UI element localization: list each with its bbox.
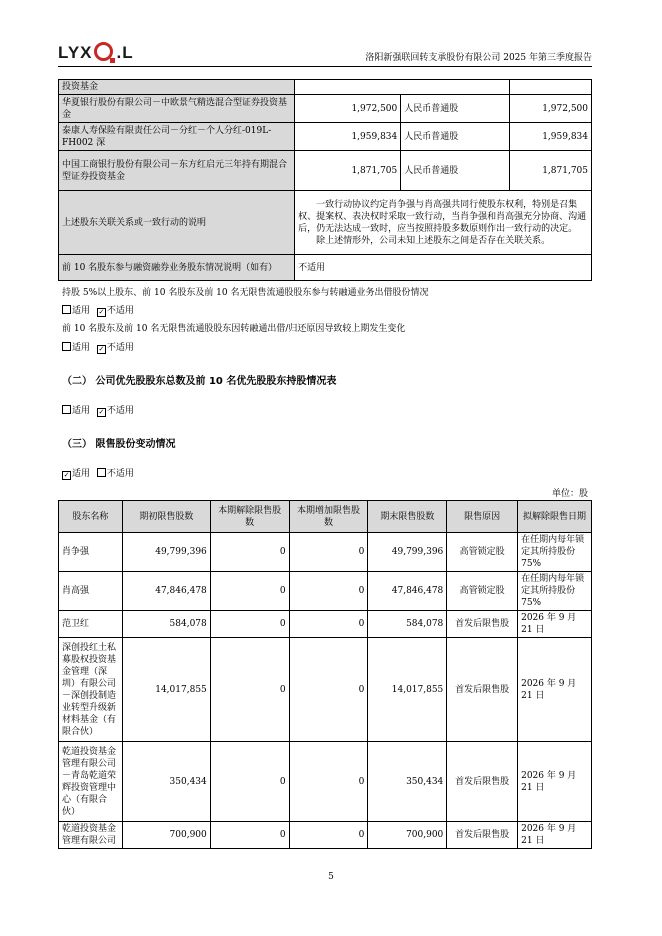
table-row	[59, 191, 592, 255]
column-header: 本期解除限售股数	[210, 501, 289, 533]
section-heading: （二） 公司优先股股东总数及前 10 名优先股股东持股情况表	[62, 376, 337, 387]
end-shares: 350,434	[368, 742, 447, 822]
table-row	[59, 611, 592, 638]
share-amount: 1,972,500	[509, 95, 592, 123]
note-line: 持股 5%以上股东、前 10 名股东及前 10 名无限售流通股股东参与转融通业务出借股份情况	[62, 288, 429, 298]
end-shares: 700,900	[368, 822, 447, 849]
share-count: 1,959,834	[295, 123, 401, 151]
end-shares: 47,846,478	[368, 572, 447, 611]
holder-name: 范卫红	[59, 611, 123, 638]
table-row	[59, 151, 592, 191]
holder-name: 深创投红土私募股权投资基金管理（深圳）有限公司－深创投制造业转型升级新材料基金（有限合伙）	[59, 638, 123, 742]
share-count: 1,871,705	[295, 151, 401, 191]
checkbox-checked-icon: ✓	[98, 345, 105, 353]
page-number: 5	[328, 872, 334, 882]
holder-name: 肖高强	[59, 572, 123, 611]
shareholder-name: 中国工商银行股份有限公司－东方红启元三年持有期混合型证券投资基金	[59, 151, 295, 191]
table-row	[59, 95, 592, 123]
released-shares: 0	[210, 822, 289, 849]
share-type: 人民币普通股	[401, 123, 509, 151]
checkbox-checked-icon: ✓	[63, 471, 70, 479]
restriction-reason: 高管锁定股	[447, 533, 518, 572]
restriction-reason: 首发后限售股	[447, 742, 518, 822]
checkbox-empty-icon	[62, 342, 71, 351]
table-row	[59, 80, 592, 95]
share-count: 1,972,500	[295, 95, 401, 123]
table-row	[59, 638, 592, 742]
begin-shares: 700,900	[122, 822, 210, 849]
related-text: 一致行动协议约定肖争强与肖高强共同行使股东权利，特别是召集权、提案权、表决权时采取一致行动，当肖争强和肖高强充分协商、沟通后，仍无法达成一致时，应当按照持股多数原则作出一致行动的决定。 除上述情形外，公司未知上述股东之间是否存在关联关系。	[295, 191, 592, 255]
section-heading: （三） 限售股份变动情况	[62, 439, 176, 450]
margin-label: 前 10 名股东参与融资融券业务股东情况说明（如有）	[59, 255, 295, 281]
restriction-reason: 高管锁定股	[447, 572, 518, 611]
checkbox-checked-icon: ✓	[98, 308, 105, 316]
release-date: 2026 年 9 月 21 日	[518, 611, 592, 638]
table-row	[59, 572, 592, 611]
column-header: 期末限售股数	[368, 501, 447, 533]
column-header: 限售原因	[447, 501, 518, 533]
restriction-reason: 首发后限售股	[447, 822, 518, 849]
share-type: 人民币普通股	[401, 95, 509, 123]
end-shares: 584,078	[368, 611, 447, 638]
end-shares: 49,799,396	[368, 533, 447, 572]
table-row	[59, 533, 592, 572]
header-divider	[58, 66, 592, 67]
checkbox-empty-icon	[62, 405, 71, 414]
begin-shares: 584,078	[122, 611, 210, 638]
share-amount: 1,871,705	[509, 151, 592, 191]
checkbox-checked-icon: ✓	[98, 408, 105, 416]
added-shares: 0	[289, 572, 368, 611]
logo-ring-icon	[94, 42, 113, 61]
release-date: 2026 年 9 月 21 日	[518, 742, 592, 822]
restriction-reason: 首发后限售股	[447, 638, 518, 742]
released-shares: 0	[210, 572, 289, 611]
begin-shares: 14,017,855	[122, 638, 210, 742]
begin-shares: 49,799,396	[122, 533, 210, 572]
release-date: 2026 年 9 月 21 日	[518, 638, 592, 742]
release-date: 2026 年 9 月 21 日	[518, 822, 592, 849]
released-shares: 0	[210, 742, 289, 822]
section-options: 适用 ✓ 不适用	[62, 403, 134, 417]
added-shares: 0	[289, 822, 368, 849]
column-header: 本期增加限售股数	[289, 501, 368, 533]
page-header	[58, 36, 592, 64]
added-shares: 0	[289, 742, 368, 822]
released-shares: 0	[210, 533, 289, 572]
shareholder-name: 投资基金	[59, 80, 295, 95]
related-label: 上述股东关联关系或一致行动的说明	[59, 191, 295, 255]
begin-shares: 47,846,478	[122, 572, 210, 611]
column-header: 期初限售股数	[122, 501, 210, 533]
checkbox-empty-icon	[97, 468, 106, 477]
top-shareholders-table	[58, 79, 592, 281]
restriction-reason: 首发后限售股	[447, 611, 518, 638]
release-date: 在任期内每年锁定其所持股份 75%	[518, 572, 592, 611]
unit-label: 单位：股	[551, 489, 588, 499]
holder-name: 乾道投资基金管理有限公司	[59, 822, 123, 849]
section-options: ✓ 适用 不适用	[63, 469, 134, 479]
added-shares: 0	[289, 638, 368, 742]
column-header: 拟解除限售日期	[518, 501, 592, 533]
end-shares: 14,017,855	[368, 638, 447, 742]
released-shares: 0	[210, 638, 289, 742]
note-options: 适用 ✓ 不适用	[62, 340, 134, 354]
released-shares: 0	[210, 611, 289, 638]
begin-shares: 350,434	[122, 742, 210, 822]
shareholder-name: 华夏银行股份有限公司－中欧景气精选混合型证券投资基金	[59, 95, 295, 123]
company-logo: LYX .L	[58, 43, 134, 62]
added-shares: 0	[289, 611, 368, 638]
holder-name: 肖争强	[59, 533, 123, 572]
table-row	[59, 123, 592, 151]
table-row	[59, 255, 592, 281]
note-line: 前 10 名股东及前 10 名无限售流通股股东因转融通出借/归还原因导致较上期发生变化	[62, 324, 406, 334]
shareholder-name: 泰康人寿保险有限责任公司－分红－个人分红-019L-FH002 深	[59, 123, 295, 151]
restricted-shares-table	[58, 500, 592, 849]
share-type: 人民币普通股	[401, 151, 509, 191]
note-options: 适用 ✓ 不适用	[62, 303, 134, 317]
report-title: 洛阳新强联回转支承股份有限公司 2025 年第三季度报告	[365, 53, 592, 63]
table-header-row	[59, 501, 592, 533]
column-header: 股东名称	[59, 501, 123, 533]
table-row	[59, 742, 592, 822]
added-shares: 0	[289, 533, 368, 572]
share-amount: 1,959,834	[509, 123, 592, 151]
table-row	[59, 822, 592, 849]
release-date: 在任期内每年锁定其所持股份 75%	[518, 533, 592, 572]
margin-value: 不适用	[295, 255, 592, 281]
checkbox-empty-icon	[62, 305, 71, 314]
holder-name: 乾道投资基金管理有限公司－青岛乾道荣辉投资管理中心（有限合伙）	[59, 742, 123, 822]
